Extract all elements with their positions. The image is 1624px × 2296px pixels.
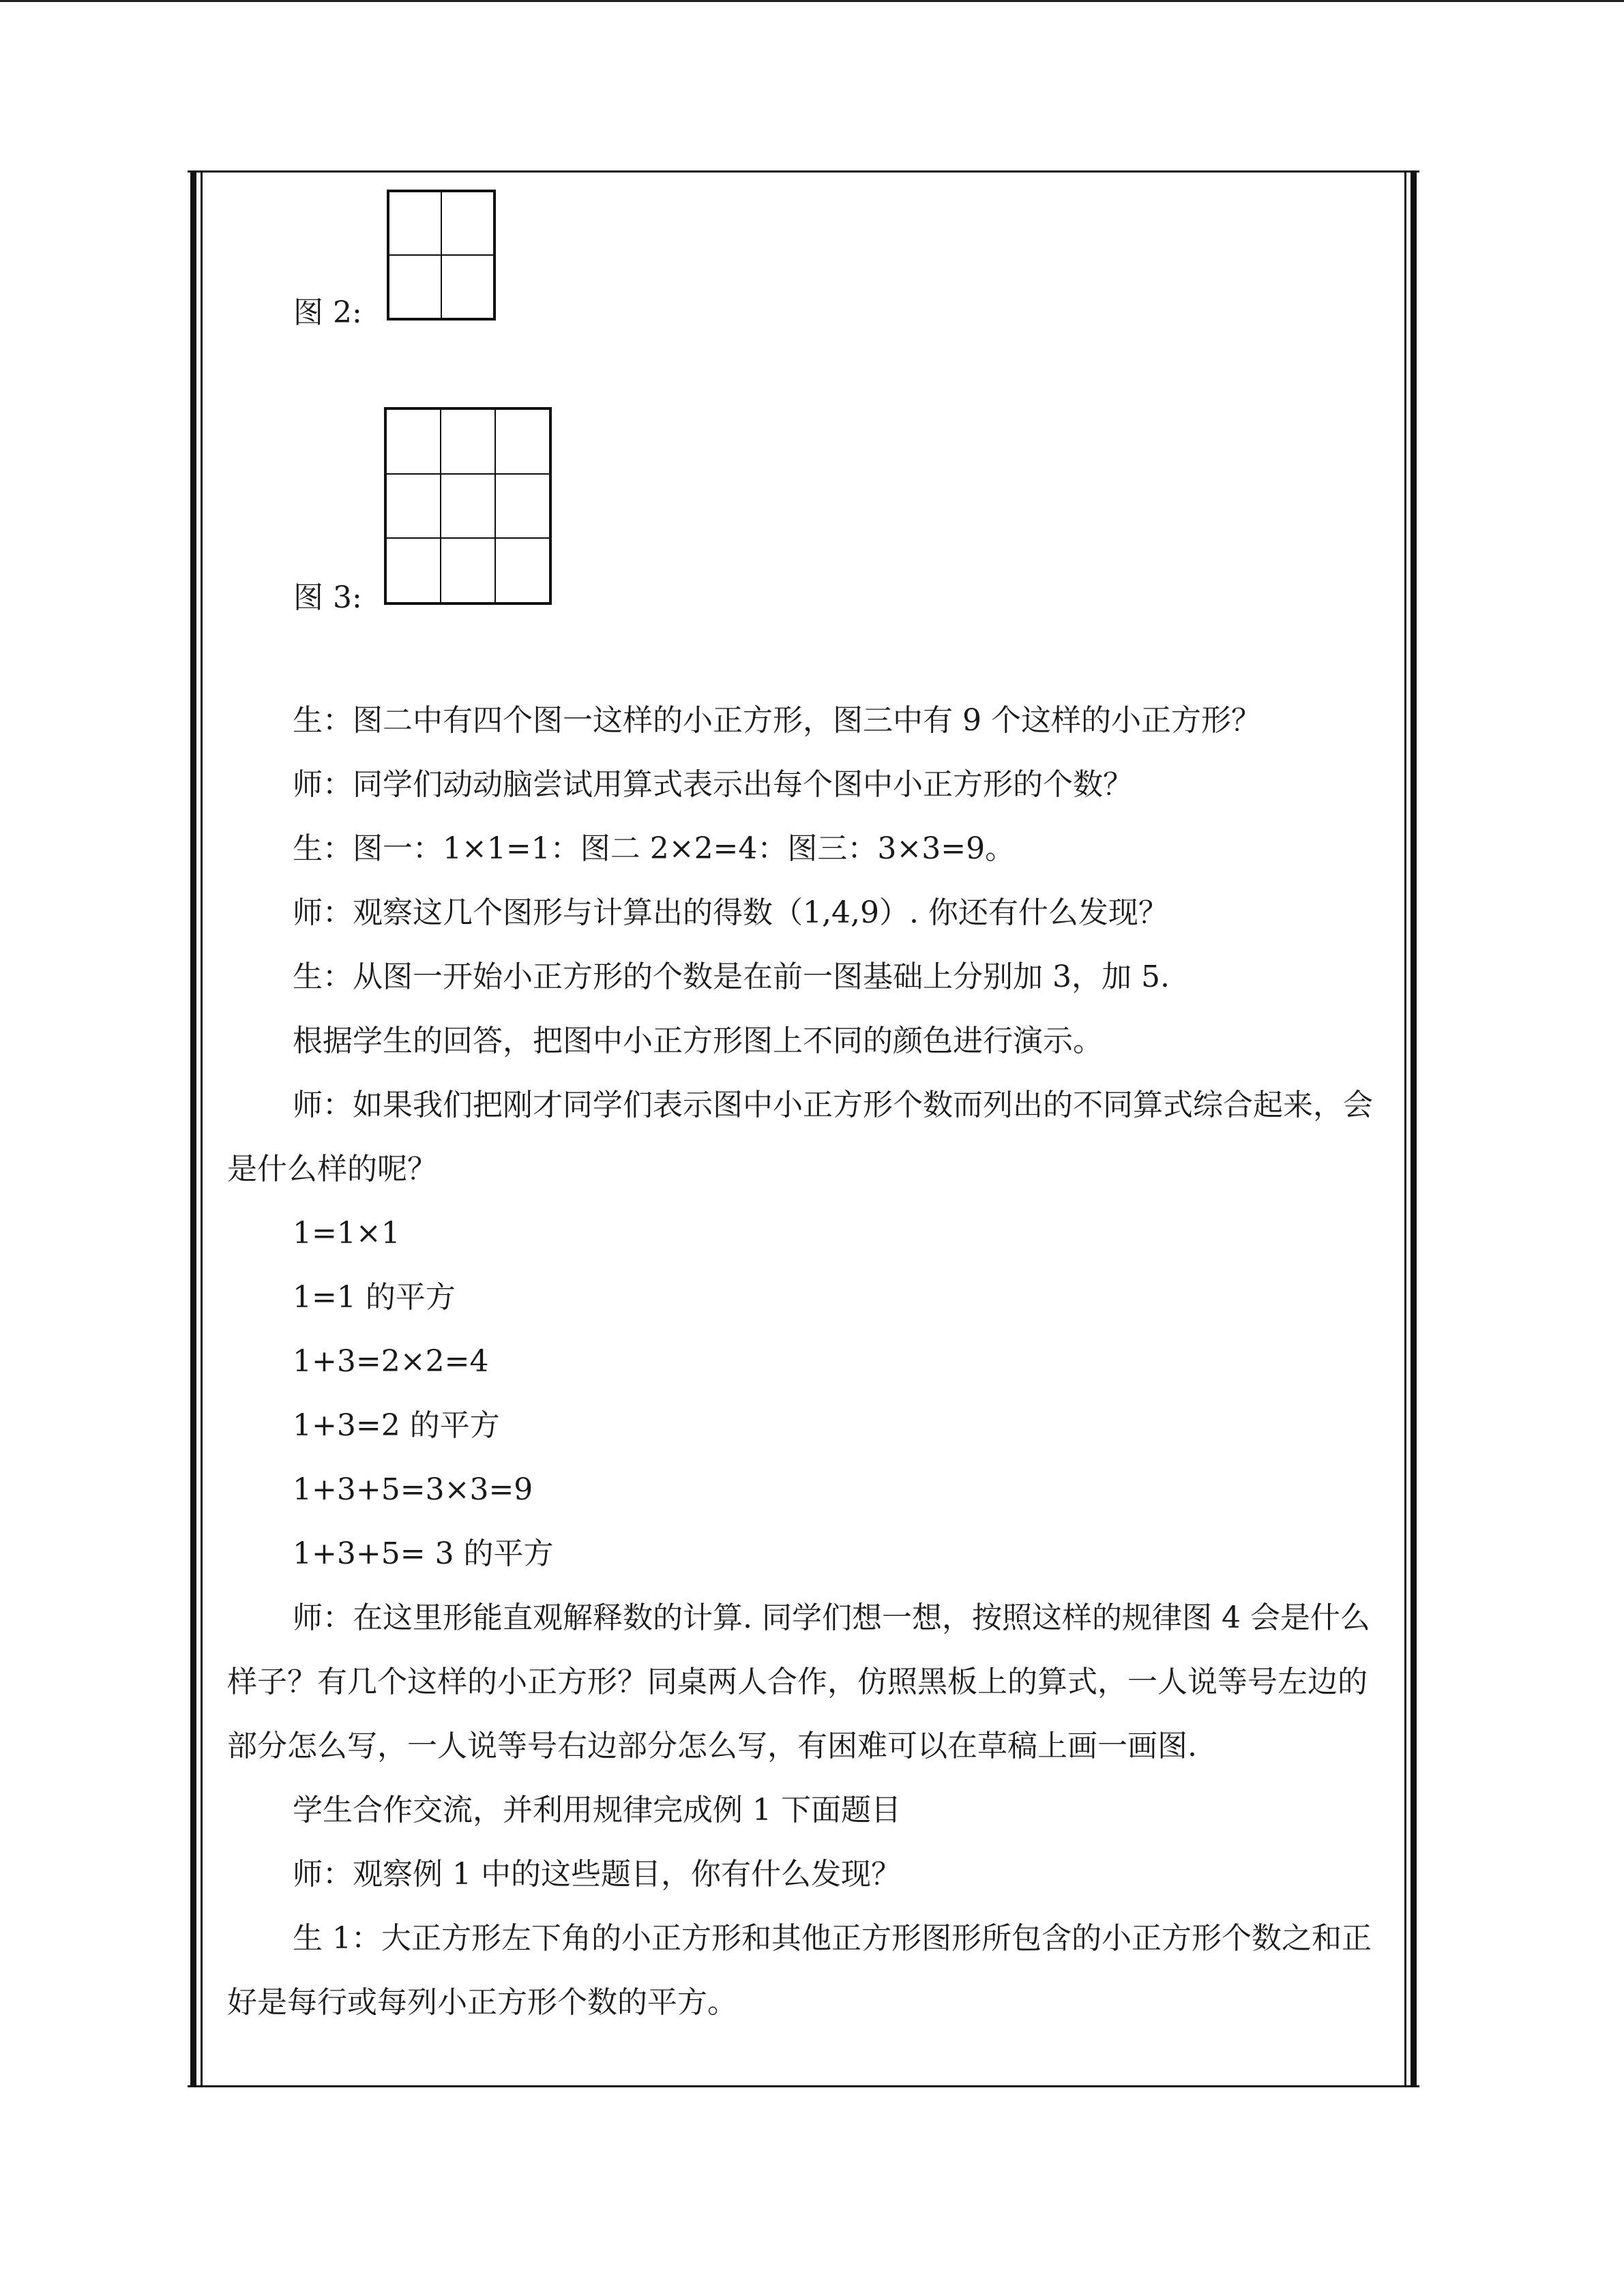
formula-line: 1=1 的平方 xyxy=(293,1280,456,1315)
frame-right-thin-border xyxy=(1404,170,1406,2087)
formula-line: 1=1×1 xyxy=(293,1216,400,1251)
lesson-body xyxy=(227,689,1383,2035)
page-top-rule xyxy=(0,0,1624,2)
figure-3-grid xyxy=(384,407,552,605)
paragraph: 根据学生的回答，把图中小正方形图上不同的颜色进行演示。 xyxy=(293,1024,1103,1058)
grid-cell xyxy=(441,409,495,474)
grid-cell xyxy=(441,538,495,603)
grid-cell xyxy=(441,192,494,255)
paragraph: 师：在这里形能直观解释数的计算. 同学们想一想，按照这样的规律图 4 会是什么样子？有几个这样的小正方形？同桌两人合作，仿照黑板上的算式，一人说等号左边的部分怎么写，一人说等号右边部分怎么写，有困难可以在草稿上画一画图. xyxy=(227,1600,1370,1763)
formula-line: 1+3=2 的平方 xyxy=(293,1408,500,1443)
paragraph: 生 1：大正方形左下角的小正方形和其他正方形图形所包含的小正方形个数之和正好是每行或每列小正方形个数的平方。 xyxy=(227,1921,1372,2020)
frame-left-thick-border xyxy=(190,170,196,2087)
grid-cell xyxy=(495,409,550,474)
paragraph: 生：从图一开始小正方形的个数是在前一图基础上分别加 3，加 5. xyxy=(293,959,1170,994)
paragraph: 学生合作交流，并利用规律完成例 1 下面题目 xyxy=(293,1793,901,1828)
figure-3-label: 图 3: xyxy=(293,580,362,615)
grid-cell xyxy=(386,538,441,603)
grid-cell xyxy=(441,474,495,539)
paragraph: 师：观察这几个图形与计算出的得数（1,4,9）. 你还有什么发现？ xyxy=(293,895,1168,930)
grid-cell xyxy=(495,474,550,539)
frame-right-thick-border xyxy=(1411,170,1417,2087)
formula-line: 1+3=2×2=4 xyxy=(293,1344,489,1379)
paragraph: 生：图二中有四个图一这样的小正方形，图三中有 9 个这样的小正方形？ xyxy=(293,703,1261,738)
grid-cell xyxy=(389,255,441,318)
formula-line: 1+3+5= 3 的平方 xyxy=(293,1536,554,1571)
paragraph: 师：同学们动动脑尝试用算式表示出每个图中小正方形的个数？ xyxy=(293,767,1133,802)
paragraph: 师：如果我们把刚才同学们表示图中小正方形个数而列出的不同算式综合起来，会是什么样的呢？ xyxy=(227,1088,1373,1187)
frame-left-thin-border xyxy=(201,170,203,2087)
paragraph: 生：图一：1×1=1：图二 2×2=4：图三：3×3=9。 xyxy=(293,831,1016,866)
frame-top-border xyxy=(188,170,1419,173)
grid-cell xyxy=(386,474,441,539)
figure-2-label: 图 2: xyxy=(293,295,362,330)
grid-cell xyxy=(495,538,550,603)
frame-bottom-border xyxy=(188,2085,1419,2087)
figure-2-grid xyxy=(387,190,496,320)
formula-line: 1+3+5=3×3=9 xyxy=(293,1472,533,1507)
grid-cell xyxy=(389,192,441,255)
grid-cell xyxy=(441,255,494,318)
grid-cell xyxy=(386,409,441,474)
paragraph: 师：观察例 1 中的这些题目，你有什么发现？ xyxy=(293,1857,901,1892)
